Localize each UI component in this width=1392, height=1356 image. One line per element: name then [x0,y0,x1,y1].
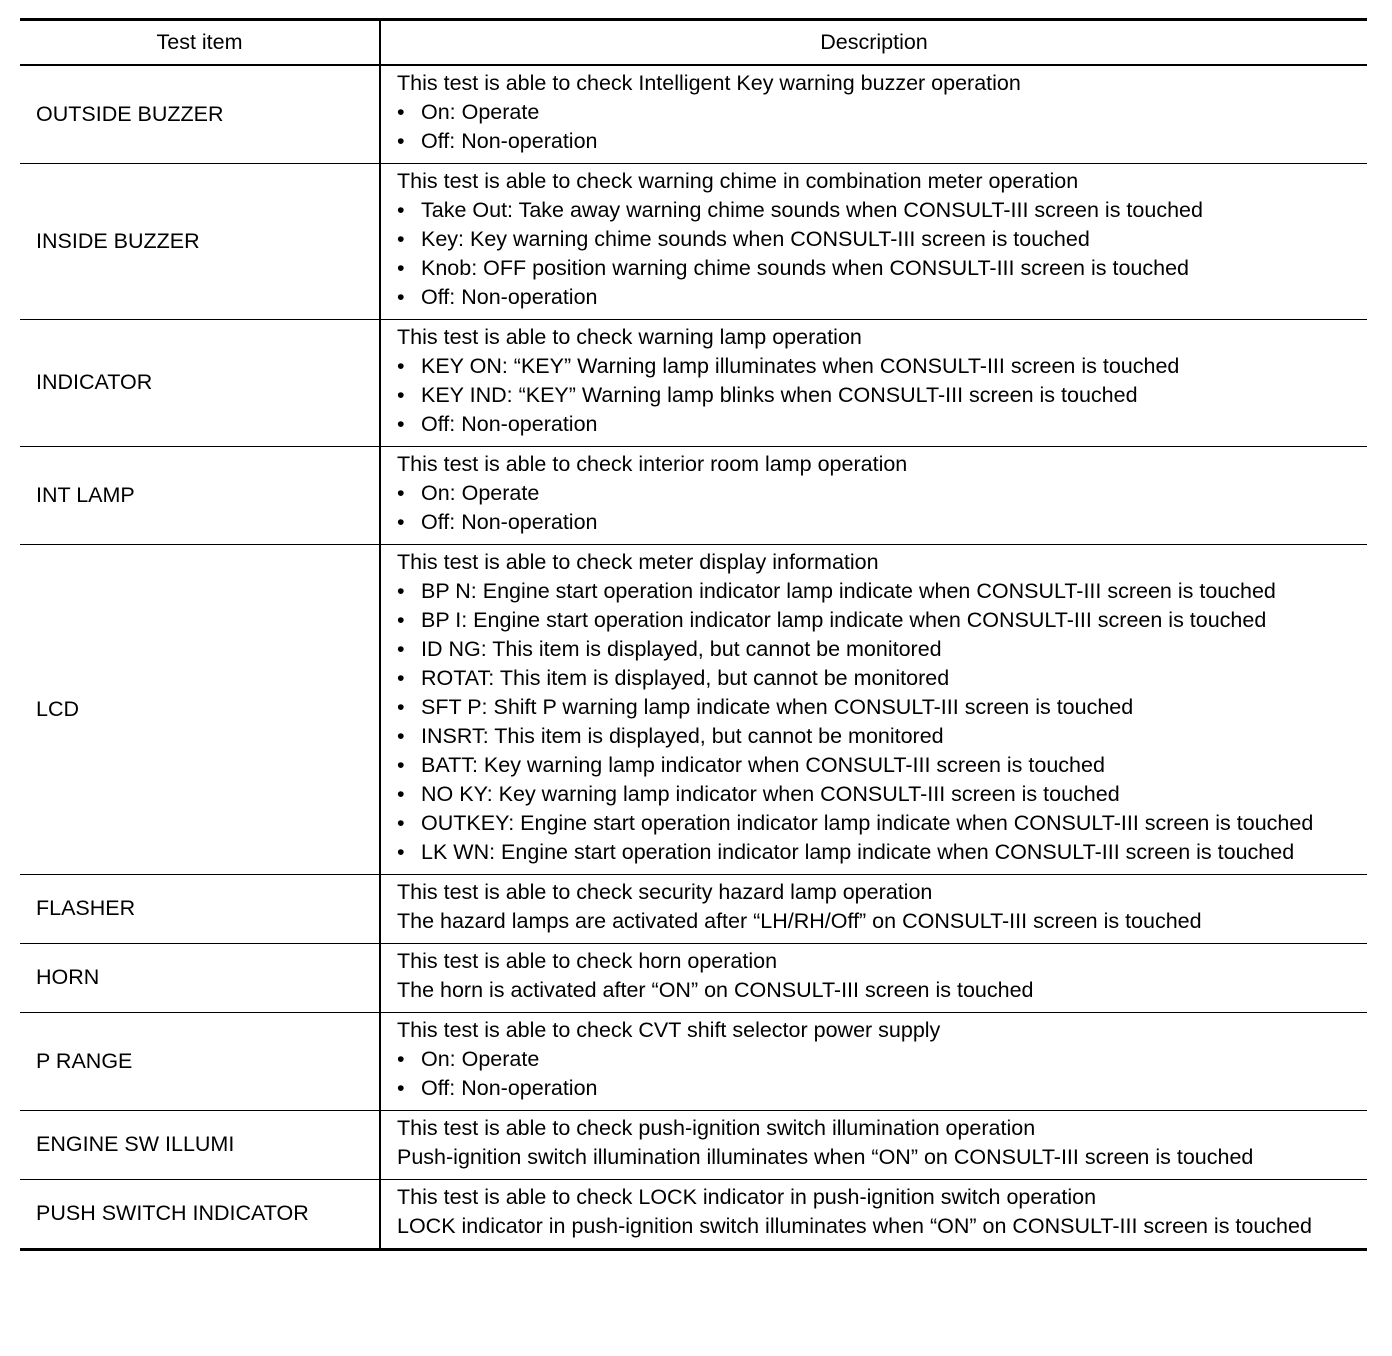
table-row [20,319,1367,446]
table-row [20,544,1367,874]
description-text: On: Operate [421,1046,540,1071]
description-text: ID NG: This item is displayed, but cannot be monitored [421,636,942,661]
description-bullet-line [397,838,1359,867]
description-cell [380,163,1367,319]
bullet-icon: • [397,197,405,222]
table-row [20,1179,1367,1249]
description-text: This test is able to check meter display information [397,549,879,574]
description-bullet-line [397,196,1359,225]
test-item-cell: INT LAMP [20,446,380,544]
description-cell [380,1012,1367,1110]
description-cell [380,65,1367,164]
description-text: LOCK indicator in push-ignition switch illuminates when “ON” on CONSULT-III screen is touched [397,1213,1312,1238]
description-text: BATT: Key warning lamp indicator when CONSULT-III screen is touched [421,752,1105,777]
test-item-cell: INDICATOR [20,319,380,446]
description-text: On: Operate [421,480,540,505]
description-bullet-line [397,693,1359,722]
bullet-icon: • [397,509,405,534]
description-bullet-line [397,1045,1359,1074]
header-test-item: Test item [20,20,380,65]
bullet-icon: • [397,128,405,153]
description-bullet-line [397,635,1359,664]
bullet-icon: • [397,665,405,690]
table-row [20,65,1367,164]
description-bullet-line [397,254,1359,283]
test-item-cell: INSIDE BUZZER [20,163,380,319]
table-header-row [20,20,1367,65]
bullet-icon: • [397,781,405,806]
description-text: Push-ignition switch illumination illuminates when “ON” on CONSULT-III screen is touched [397,1144,1254,1169]
description-text: This test is able to check CVT shift selector power supply [397,1017,941,1042]
description-bullet-line [397,225,1359,254]
description-text: INSRT: This item is displayed, but cannot be monitored [421,723,944,748]
description-cell [380,1179,1367,1249]
bullet-icon: • [397,480,405,505]
description-bullet-line [397,722,1359,751]
table-header [20,20,1367,65]
description-text: Off: Non-operation [421,1075,598,1100]
description-text: This test is able to check Intelligent Key warning buzzer operation [397,70,1021,95]
description-cell [380,319,1367,446]
table-row [20,1012,1367,1110]
description-text: Off: Non-operation [421,411,598,436]
bullet-icon: • [397,382,405,407]
header-description: Description [380,20,1367,65]
description-text: Knob: OFF position warning chime sounds when CONSULT-III screen is touched [421,255,1189,280]
description-text: The hazard lamps are activated after “LH/RH/Off” on CONSULT-III screen is touched [397,908,1202,933]
bullet-icon: • [397,353,405,378]
test-item-cell: OUTSIDE BUZZER [20,65,380,164]
description-text: SFT P: Shift P warning lamp indicate when CONSULT-III screen is touched [421,694,1134,719]
bullet-icon: • [397,284,405,309]
description-text: This test is able to check LOCK indicator in push-ignition switch operation [397,1184,1097,1209]
description-cell [380,943,1367,1012]
description-cell [380,1110,1367,1179]
bullet-icon: • [397,810,405,835]
description-text: KEY ON: “KEY” Warning lamp illuminates when CONSULT-III screen is touched [421,353,1180,378]
test-item-cell: PUSH SWITCH INDICATOR [20,1179,380,1249]
bullet-icon: • [397,636,405,661]
bullet-icon: • [397,1075,405,1100]
description-text: Off: Non-operation [421,128,598,153]
description-text: On: Operate [421,99,540,124]
description-text: BP I: Engine start operation indicator lamp indicate when CONSULT-III screen is touched [421,607,1267,632]
description-bullet-line [397,127,1359,156]
bullet-icon: • [397,1046,405,1071]
description-text: Key: Key warning chime sounds when CONSULT-III screen is touched [421,226,1090,251]
bullet-icon: • [397,723,405,748]
table-row [20,943,1367,1012]
bullet-icon: • [397,411,405,436]
description-text: KEY IND: “KEY” Warning lamp blinks when CONSULT-III screen is touched [421,382,1138,407]
bullet-icon: • [397,255,405,280]
description-text: NO KY: Key warning lamp indicator when CONSULT-III screen is touched [421,781,1120,806]
description-bullet-line [397,1074,1359,1103]
test-item-cell: FLASHER [20,874,380,943]
bullet-icon: • [397,839,405,864]
table-row [20,874,1367,943]
description-text: ROTAT: This item is displayed, but cannot be monitored [421,665,950,690]
description-bullet-line [397,664,1359,693]
table-row [20,163,1367,319]
description-text: This test is able to check security hazard lamp operation [397,879,933,904]
bullet-icon: • [397,226,405,251]
bullet-icon: • [397,694,405,719]
description-text: This test is able to check horn operation [397,948,778,973]
description-bullet-line [397,98,1359,127]
table-row [20,446,1367,544]
description-bullet-line [397,809,1359,838]
test-item-cell: ENGINE SW ILLUMI [20,1110,380,1179]
description-bullet-line [397,606,1359,635]
test-item-table [20,18,1367,1251]
table-body [20,65,1367,1250]
description-bullet-line [397,479,1359,508]
description-bullet-line [397,283,1359,312]
bullet-icon: • [397,607,405,632]
description-text: This test is able to check push-ignition switch illumination operation [397,1115,1036,1140]
description-text: Take Out: Take away warning chime sounds when CONSULT-III screen is touched [421,197,1203,222]
test-item-cell: LCD [20,544,380,874]
description-text: Off: Non-operation [421,284,598,309]
description-text: LK WN: Engine start operation indicator lamp indicate when CONSULT-III screen is touched [421,839,1295,864]
description-text: BP N: Engine start operation indicator lamp indicate when CONSULT-III screen is touched [421,578,1276,603]
bullet-icon: • [397,752,405,777]
description-bullet-line [397,577,1359,606]
description-bullet-line [397,780,1359,809]
test-item-cell: HORN [20,943,380,1012]
description-text: This test is able to check warning chime in combination meter operation [397,168,1079,193]
test-item-cell: P RANGE [20,1012,380,1110]
description-text: This test is able to check warning lamp operation [397,324,862,349]
description-cell [380,544,1367,874]
description-text: This test is able to check interior room lamp operation [397,451,908,476]
description-cell [380,874,1367,943]
description-bullet-line [397,410,1359,439]
description-text: Off: Non-operation [421,509,598,534]
description-text: The horn is activated after “ON” on CONSULT-III screen is touched [397,977,1034,1002]
bullet-icon: • [397,578,405,603]
description-cell [380,446,1367,544]
description-bullet-line [397,352,1359,381]
description-bullet-line [397,381,1359,410]
description-bullet-line [397,508,1359,537]
table-row [20,1110,1367,1179]
bullet-icon: • [397,99,405,124]
description-bullet-line [397,751,1359,780]
description-text: OUTKEY: Engine start operation indicator lamp indicate when CONSULT-III screen is touched [421,810,1314,835]
